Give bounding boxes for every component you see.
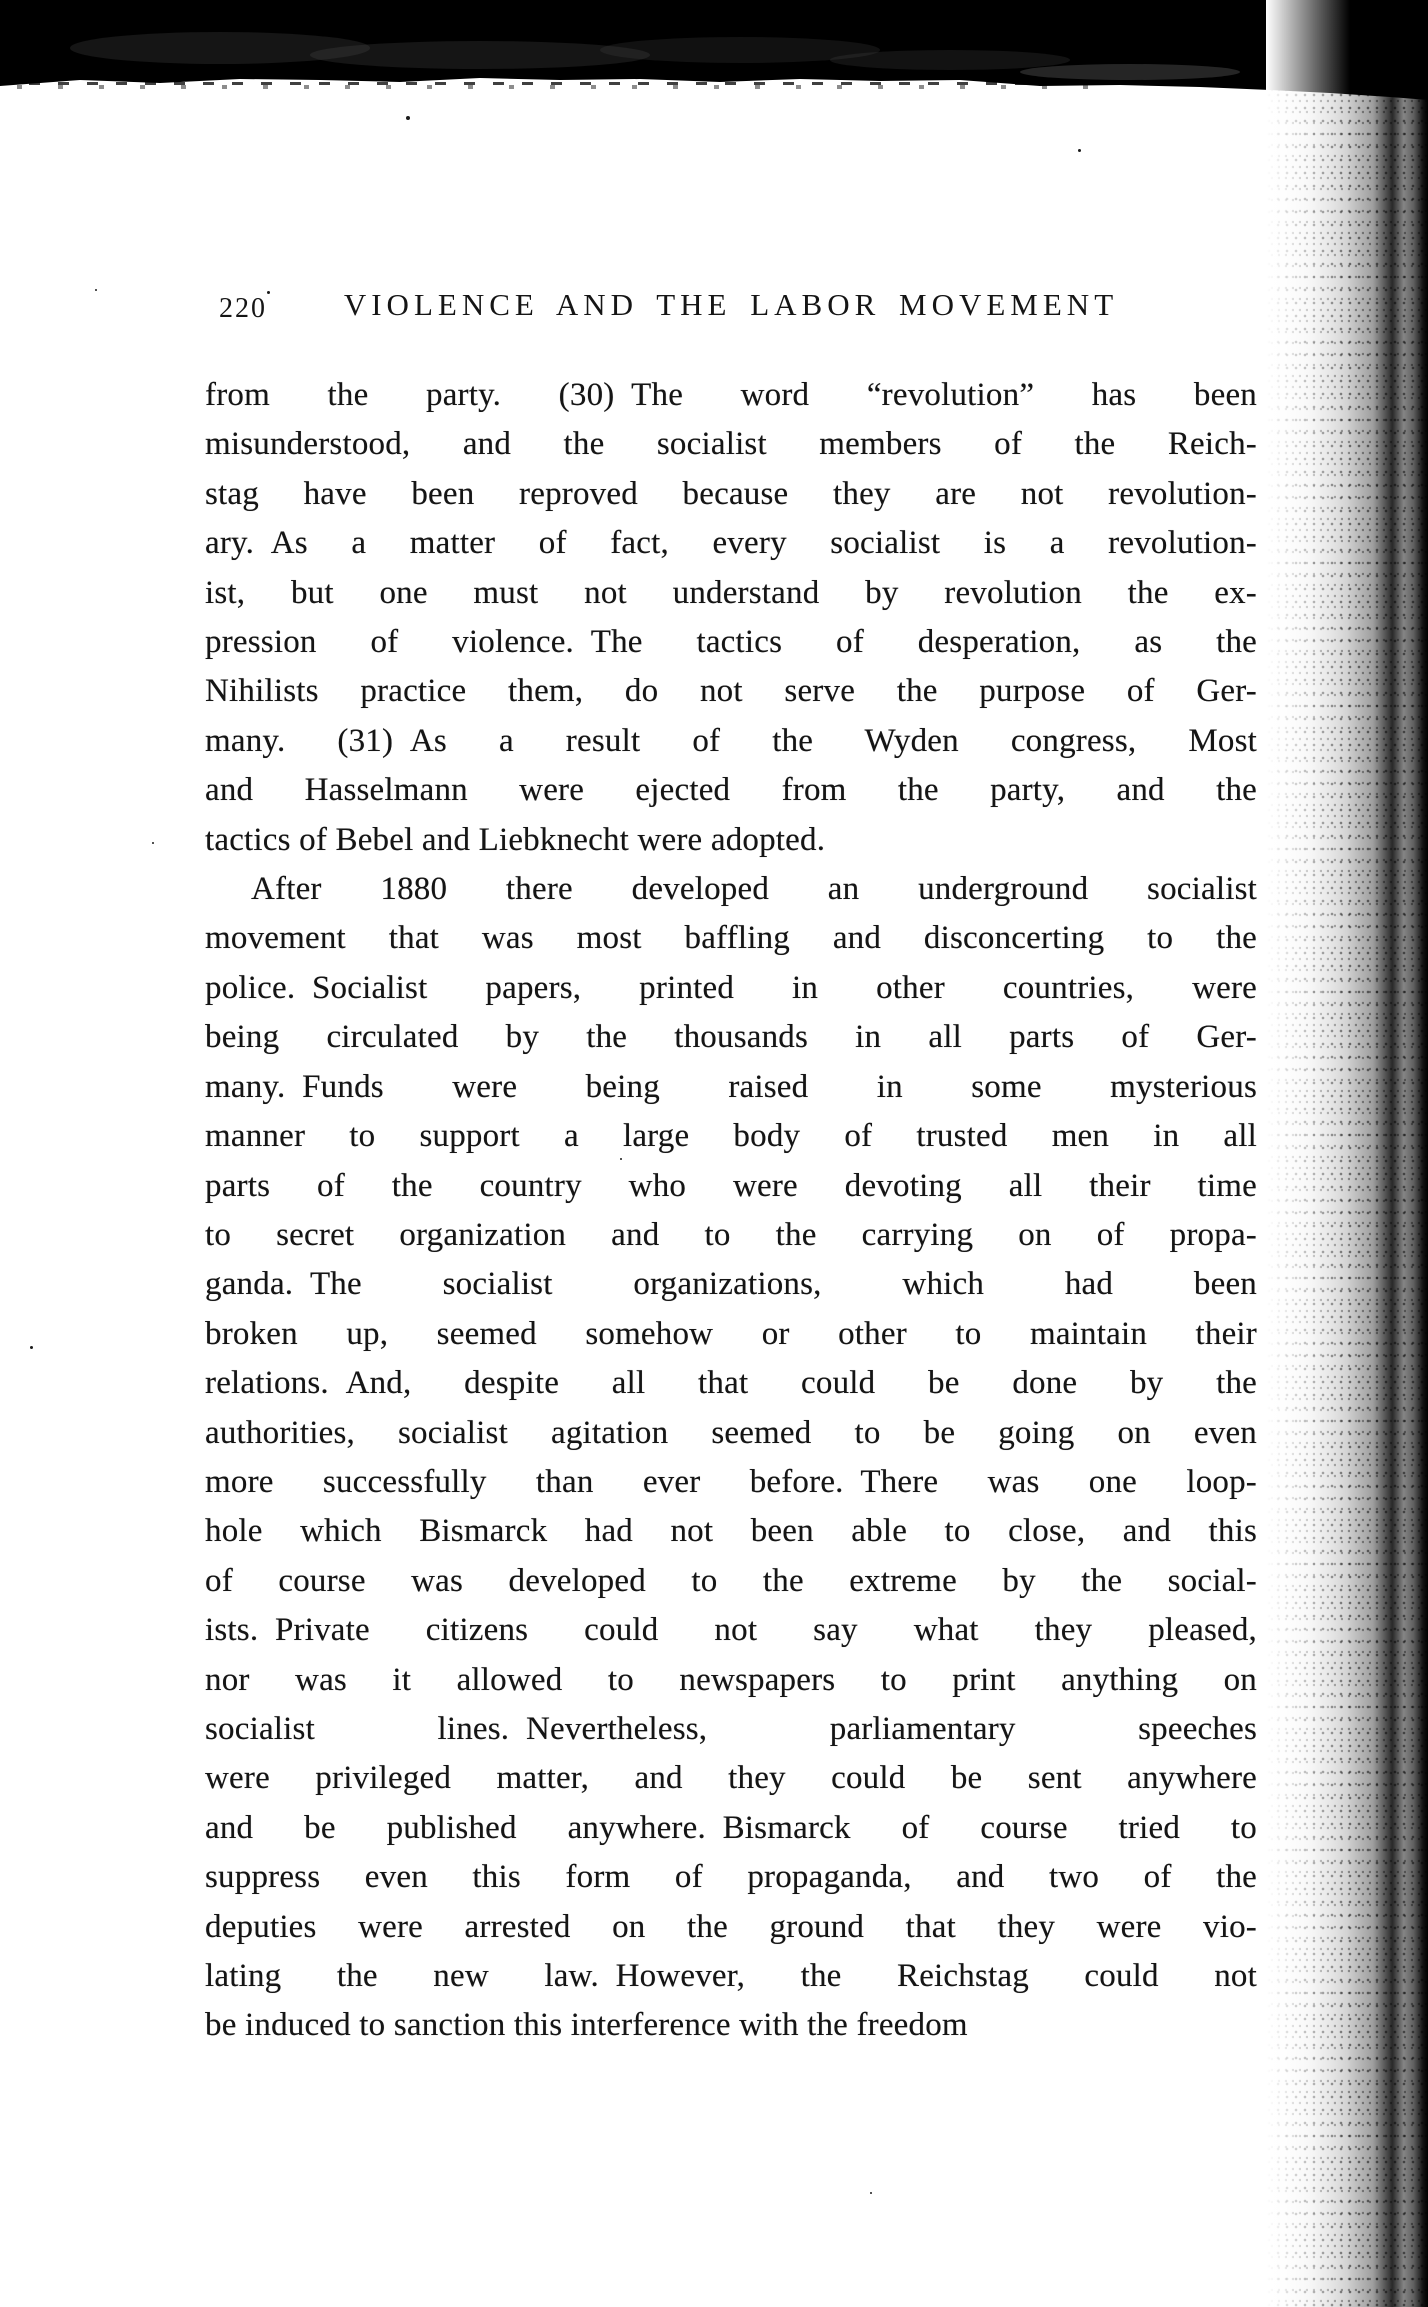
text-line: ists. Private citizens could not say what they pleased, xyxy=(205,1612,1257,1649)
text-line: authorities, socialist agitation seemed to be going on even xyxy=(205,1414,1257,1451)
paragraph xyxy=(205,371,1257,865)
text-line: lating the new law. However, the Reichstag could not xyxy=(205,1958,1257,1994)
text-line: hole which Bismarck had not been able to close, and this xyxy=(205,1513,1257,1550)
text-line: more successfully than ever before. There was one loop- xyxy=(205,1463,1257,1500)
text-line: of course was developed to the extreme by the social- xyxy=(205,1562,1257,1599)
text-line: After 1880 there developed an underground socialist xyxy=(251,871,1257,908)
text-line: to secret organization and to the carrying on of propa- xyxy=(205,1216,1257,1253)
text-line: many. Funds were being raised in some mysterious xyxy=(205,1068,1257,1105)
text-line: ist, but one must not understand by revolution the ex- xyxy=(205,574,1257,611)
text-line: and Hasselmann were ejected from the party, and the xyxy=(205,772,1257,809)
text-line: were privileged matter, and they could be sent anywhere xyxy=(205,1760,1257,1797)
running-header-title: VIOLENCE AND THE LABOR MOVEMENT xyxy=(343,287,1119,322)
text-line: being circulated by the thousands in all parts of Ger- xyxy=(205,1019,1257,1056)
text-line: suppress even this form of propaganda, and two of the xyxy=(205,1859,1257,1896)
text-line: many. (31) As a result of the Wyden congress, Most xyxy=(205,722,1257,759)
text-line: ary. As a matter of fact, every socialist is a revolution- xyxy=(205,525,1257,562)
text-line: ganda. The socialist organizations, which had been xyxy=(205,1266,1257,1303)
text-line: misunderstood, and the socialist members of the Reich- xyxy=(205,426,1257,463)
body-text xyxy=(205,371,1257,2051)
text-line: deputies were arrested on the ground that they were vio- xyxy=(205,1908,1257,1945)
text-line: Nihilists practice them, do not serve the purpose of Ger- xyxy=(205,673,1257,710)
text-line: broken up, seemed somehow or other to maintain their xyxy=(205,1315,1257,1352)
text-line: pression of violence. The tactics of desperation, as the xyxy=(205,624,1257,661)
text-line: from the party. (30) The word “revolution” has been xyxy=(205,377,1257,413)
text-line: relations. And, despite all that could be done by the xyxy=(205,1365,1257,1402)
text-line: socialist lines. Nevertheless, parliamentary speeches xyxy=(205,1710,1257,1747)
text-line: nor was it allowed to newspapers to print anything on xyxy=(205,1661,1257,1698)
scan-right-edge-shadow xyxy=(1266,0,1428,2307)
page-number: 220 xyxy=(219,293,267,324)
scan-top-bar xyxy=(0,0,1428,110)
text-line: police. Socialist papers, printed in other countries, were xyxy=(205,969,1257,1006)
scan-torn-edge xyxy=(0,82,1100,89)
running-header xyxy=(205,286,1257,330)
text-line: and be published anywhere. Bismarck of course tried to xyxy=(205,1809,1257,1846)
paragraph xyxy=(205,865,1257,2051)
scan-top-bar-shape xyxy=(0,0,1428,110)
text-line: movement that was most baffling and disconcerting to the xyxy=(205,920,1257,957)
text-line: stag have been reproved because they are not revolution- xyxy=(205,475,1257,512)
text-line: manner to support a large body of trusted men in all xyxy=(205,1118,1257,1155)
text-line: tactics of Bebel and Liebknecht were adopted. xyxy=(205,821,826,858)
text-line: be induced to sanction this interference with the freedom xyxy=(205,2007,968,2044)
text-line: parts of the country who were devoting all their time xyxy=(205,1167,1257,1204)
